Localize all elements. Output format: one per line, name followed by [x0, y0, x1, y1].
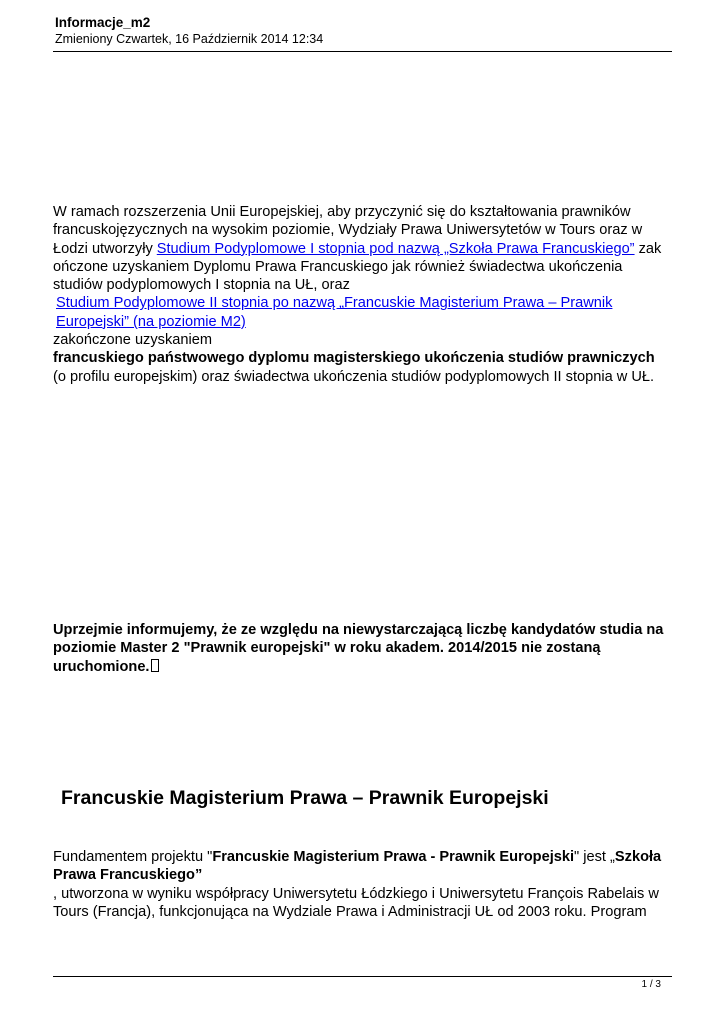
cancellation-notice [53, 621, 673, 676]
text-line: studiów podyplomowych I stopnia na UŁ, oraz [53, 277, 350, 294]
text-line [53, 240, 673, 258]
notice-line-text: uruchomione. [53, 658, 150, 675]
footer-divider [53, 976, 672, 977]
link-studium-i-stopnia[interactable]: Studium Podyplomowe I stopnia pod nazwą „Szkoła Prawa Francuskiego” [156, 240, 635, 257]
intro-paragraph [53, 203, 673, 386]
text-line: (o profilu europejskim) oraz świadectwa ukończenia studiów podyplomowych II stopnia w UŁ. [53, 368, 655, 385]
link-studium-ii-stopnia-part2[interactable]: Europejski” (na poziomie M2) [56, 313, 246, 330]
text-line: francuskojęzycznych na wysokim poziomie, Wydziały Prawa Uniwersytetów w Tours oraz w [53, 222, 643, 239]
text-line: , utworzona w wyniku współpracy Uniwersytetu Łódzkiego i Uniwersytetu François Rabelais w [53, 885, 659, 902]
text-line: zakończone uzyskaniem [53, 332, 212, 349]
text-line: ończone uzyskaniem Dyplomu Prawa Francuskiego jak również świadectwa ukończenia [53, 258, 623, 275]
text-line [53, 848, 673, 866]
text-line: W ramach rozszerzenia Unii Europejskiej, aby przyczynić się do kształtowania prawników [53, 204, 631, 220]
notice-line [53, 658, 673, 676]
page-number: 1 / 3 [641, 979, 661, 990]
program-paragraph [53, 848, 673, 921]
text-line [53, 294, 673, 312]
link-studium-ii-stopnia-part1[interactable]: Studium Podyplomowe II stopnia po nazwą „Francuskie Magisterium Prawa – Prawnik [56, 295, 613, 312]
text-line [53, 313, 673, 331]
text-fragment: " jest „ [574, 849, 615, 865]
section-heading: Francuskie Magisterium Prawa – Prawnik Europejski [61, 787, 549, 809]
text-line: Tours (Francja), funkcjonująca na Wydziale Prawa i Administracji UŁ od 2003 roku. Program [53, 903, 647, 920]
text-fragment: Fundamentem projektu " [53, 849, 213, 865]
text-line-bold: Prawa Francuskiego” [53, 867, 203, 884]
missing-glyph-icon [151, 659, 159, 672]
text-fragment-bold: Francuskie Magisterium Prawa - Prawnik Europejski [212, 849, 575, 865]
header-divider [53, 51, 672, 52]
document-title: Informacje_m2 [55, 15, 151, 30]
text-fragment-bold: Szkoła [614, 849, 662, 865]
text-line-bold: francuskiego państwowego dyplomu magisterskiego ukończenia studiów prawniczych [53, 350, 655, 367]
text-fragment: zak [634, 240, 662, 257]
notice-line: poziomie Master 2 "Prawnik europejski" w roku akadem. 2014/2015 nie zostaną [53, 640, 601, 657]
modified-date: Zmieniony Czwartek, 16 Październik 2014 12:34 [55, 32, 324, 46]
text-fragment: Łodzi utworzyły [53, 240, 153, 257]
notice-line: Uprzejmie informujemy, że ze względu na niewystarczającą liczbę kandydatów studia na [53, 622, 664, 638]
